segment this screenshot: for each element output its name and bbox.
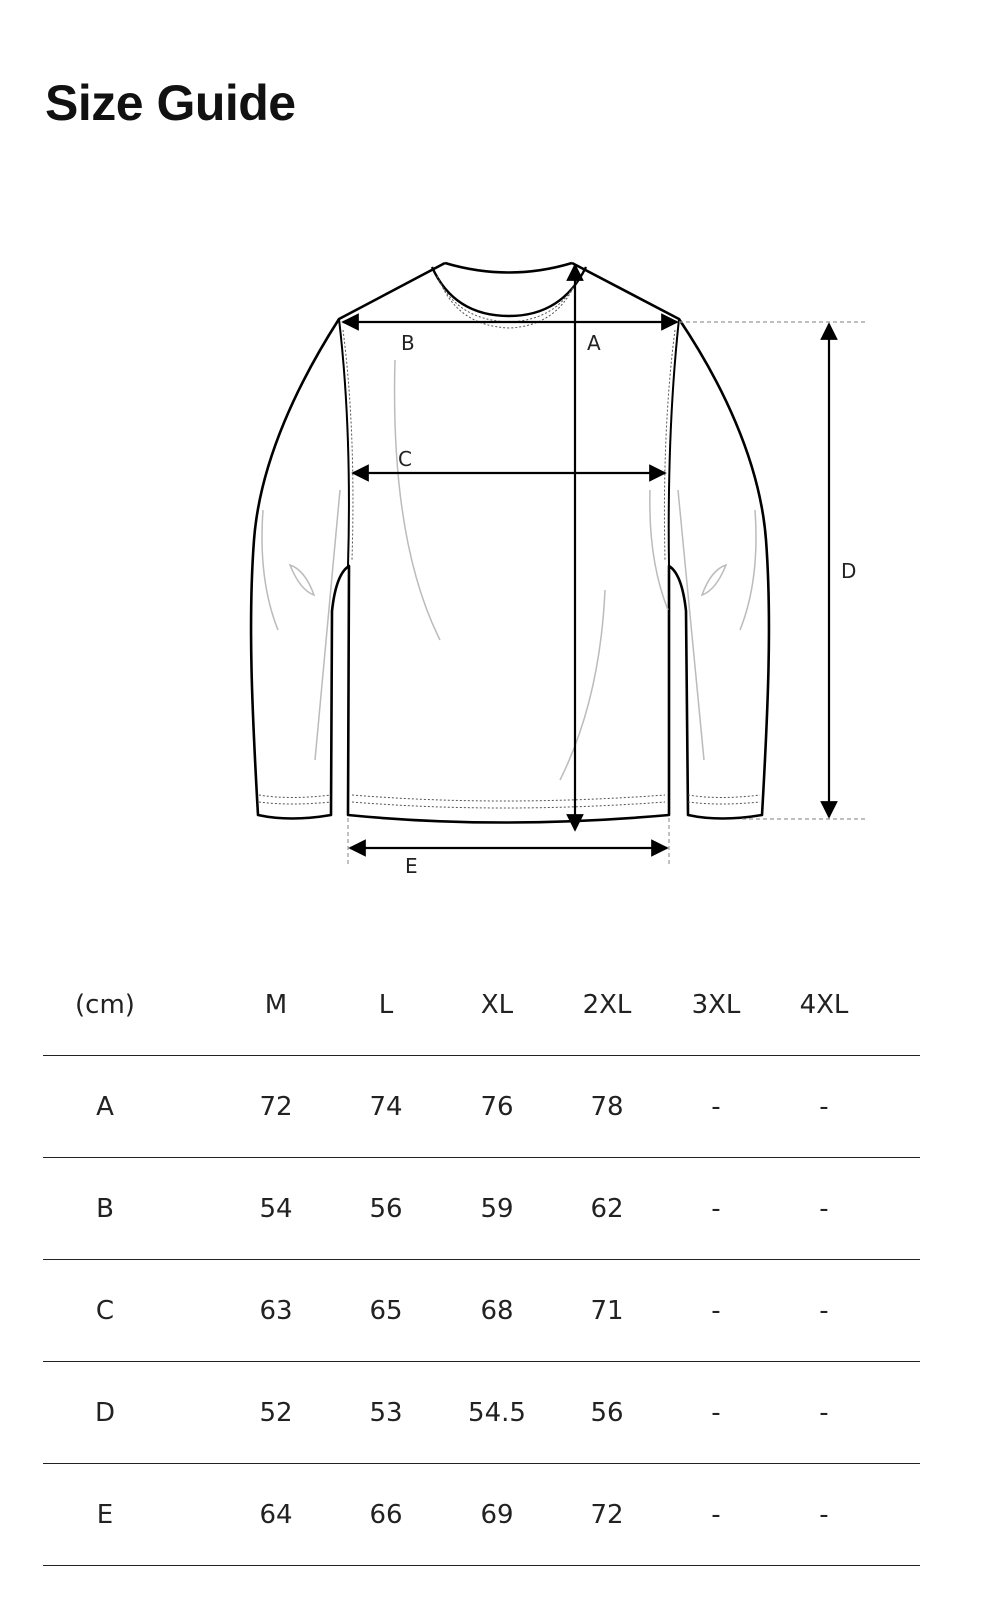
table-cell: 71 [590,1295,624,1326]
page-title: Size Guide [45,75,296,131]
table-row [43,1464,920,1566]
label-c: C [398,447,412,471]
table-cell: - [819,1295,829,1326]
size-table-header [43,990,920,1056]
sweatshirt-outline [251,263,769,823]
row-label: E [96,1499,114,1530]
table-cell: 54 [259,1193,293,1224]
table-row [43,1260,920,1362]
table-cell: - [819,1397,829,1428]
table-cell: - [819,1193,829,1224]
table-cell: 65 [369,1295,403,1326]
table-cell: - [711,1295,721,1326]
table-cell: - [711,1091,721,1122]
size-table [43,990,920,1566]
size-header-m: M [264,990,288,1020]
table-cell: 76 [480,1091,514,1122]
row-label: A [96,1091,114,1122]
row-label: D [94,1397,116,1428]
row-label: B [96,1193,114,1224]
table-cell: 62 [590,1193,624,1224]
table-cell: - [711,1397,721,1428]
table-cell: 59 [480,1193,514,1224]
label-a: A [587,331,601,355]
table-cell: 72 [590,1499,624,1530]
table-cell: 64 [259,1499,293,1530]
stitch-lines [259,276,760,808]
reference-lines [348,322,866,866]
label-d: D [841,559,857,583]
table-cell: 63 [259,1295,293,1326]
size-header-4xl: 4XL [799,990,849,1020]
size-header-xl: XL [480,990,514,1020]
table-cell: 78 [590,1091,624,1122]
table-row [43,1158,920,1260]
label-e: E [405,854,418,878]
size-header-2xl: 2XL [582,990,632,1020]
table-cell: 53 [369,1397,403,1428]
table-cell: 56 [369,1193,403,1224]
table-cell: 52 [259,1397,293,1428]
table-cell: 69 [480,1499,514,1530]
size-header-3xl: 3XL [691,990,741,1020]
fold-shading [262,360,756,780]
table-cell: - [819,1091,829,1122]
table-cell: - [711,1193,721,1224]
size-header-l: L [378,990,394,1020]
label-b: B [401,331,415,355]
table-cell: 74 [369,1091,403,1122]
table-cell: 54.5 [468,1397,526,1428]
unit-label: (cm) [75,990,135,1020]
table-row [43,1362,920,1464]
table-cell: - [819,1499,829,1530]
table-row [43,1056,920,1158]
row-label: C [95,1295,115,1326]
table-cell: 68 [480,1295,514,1326]
table-cell: 72 [259,1091,293,1122]
table-cell: 66 [369,1499,403,1530]
table-cell: - [711,1499,721,1530]
table-cell: 56 [590,1397,624,1428]
